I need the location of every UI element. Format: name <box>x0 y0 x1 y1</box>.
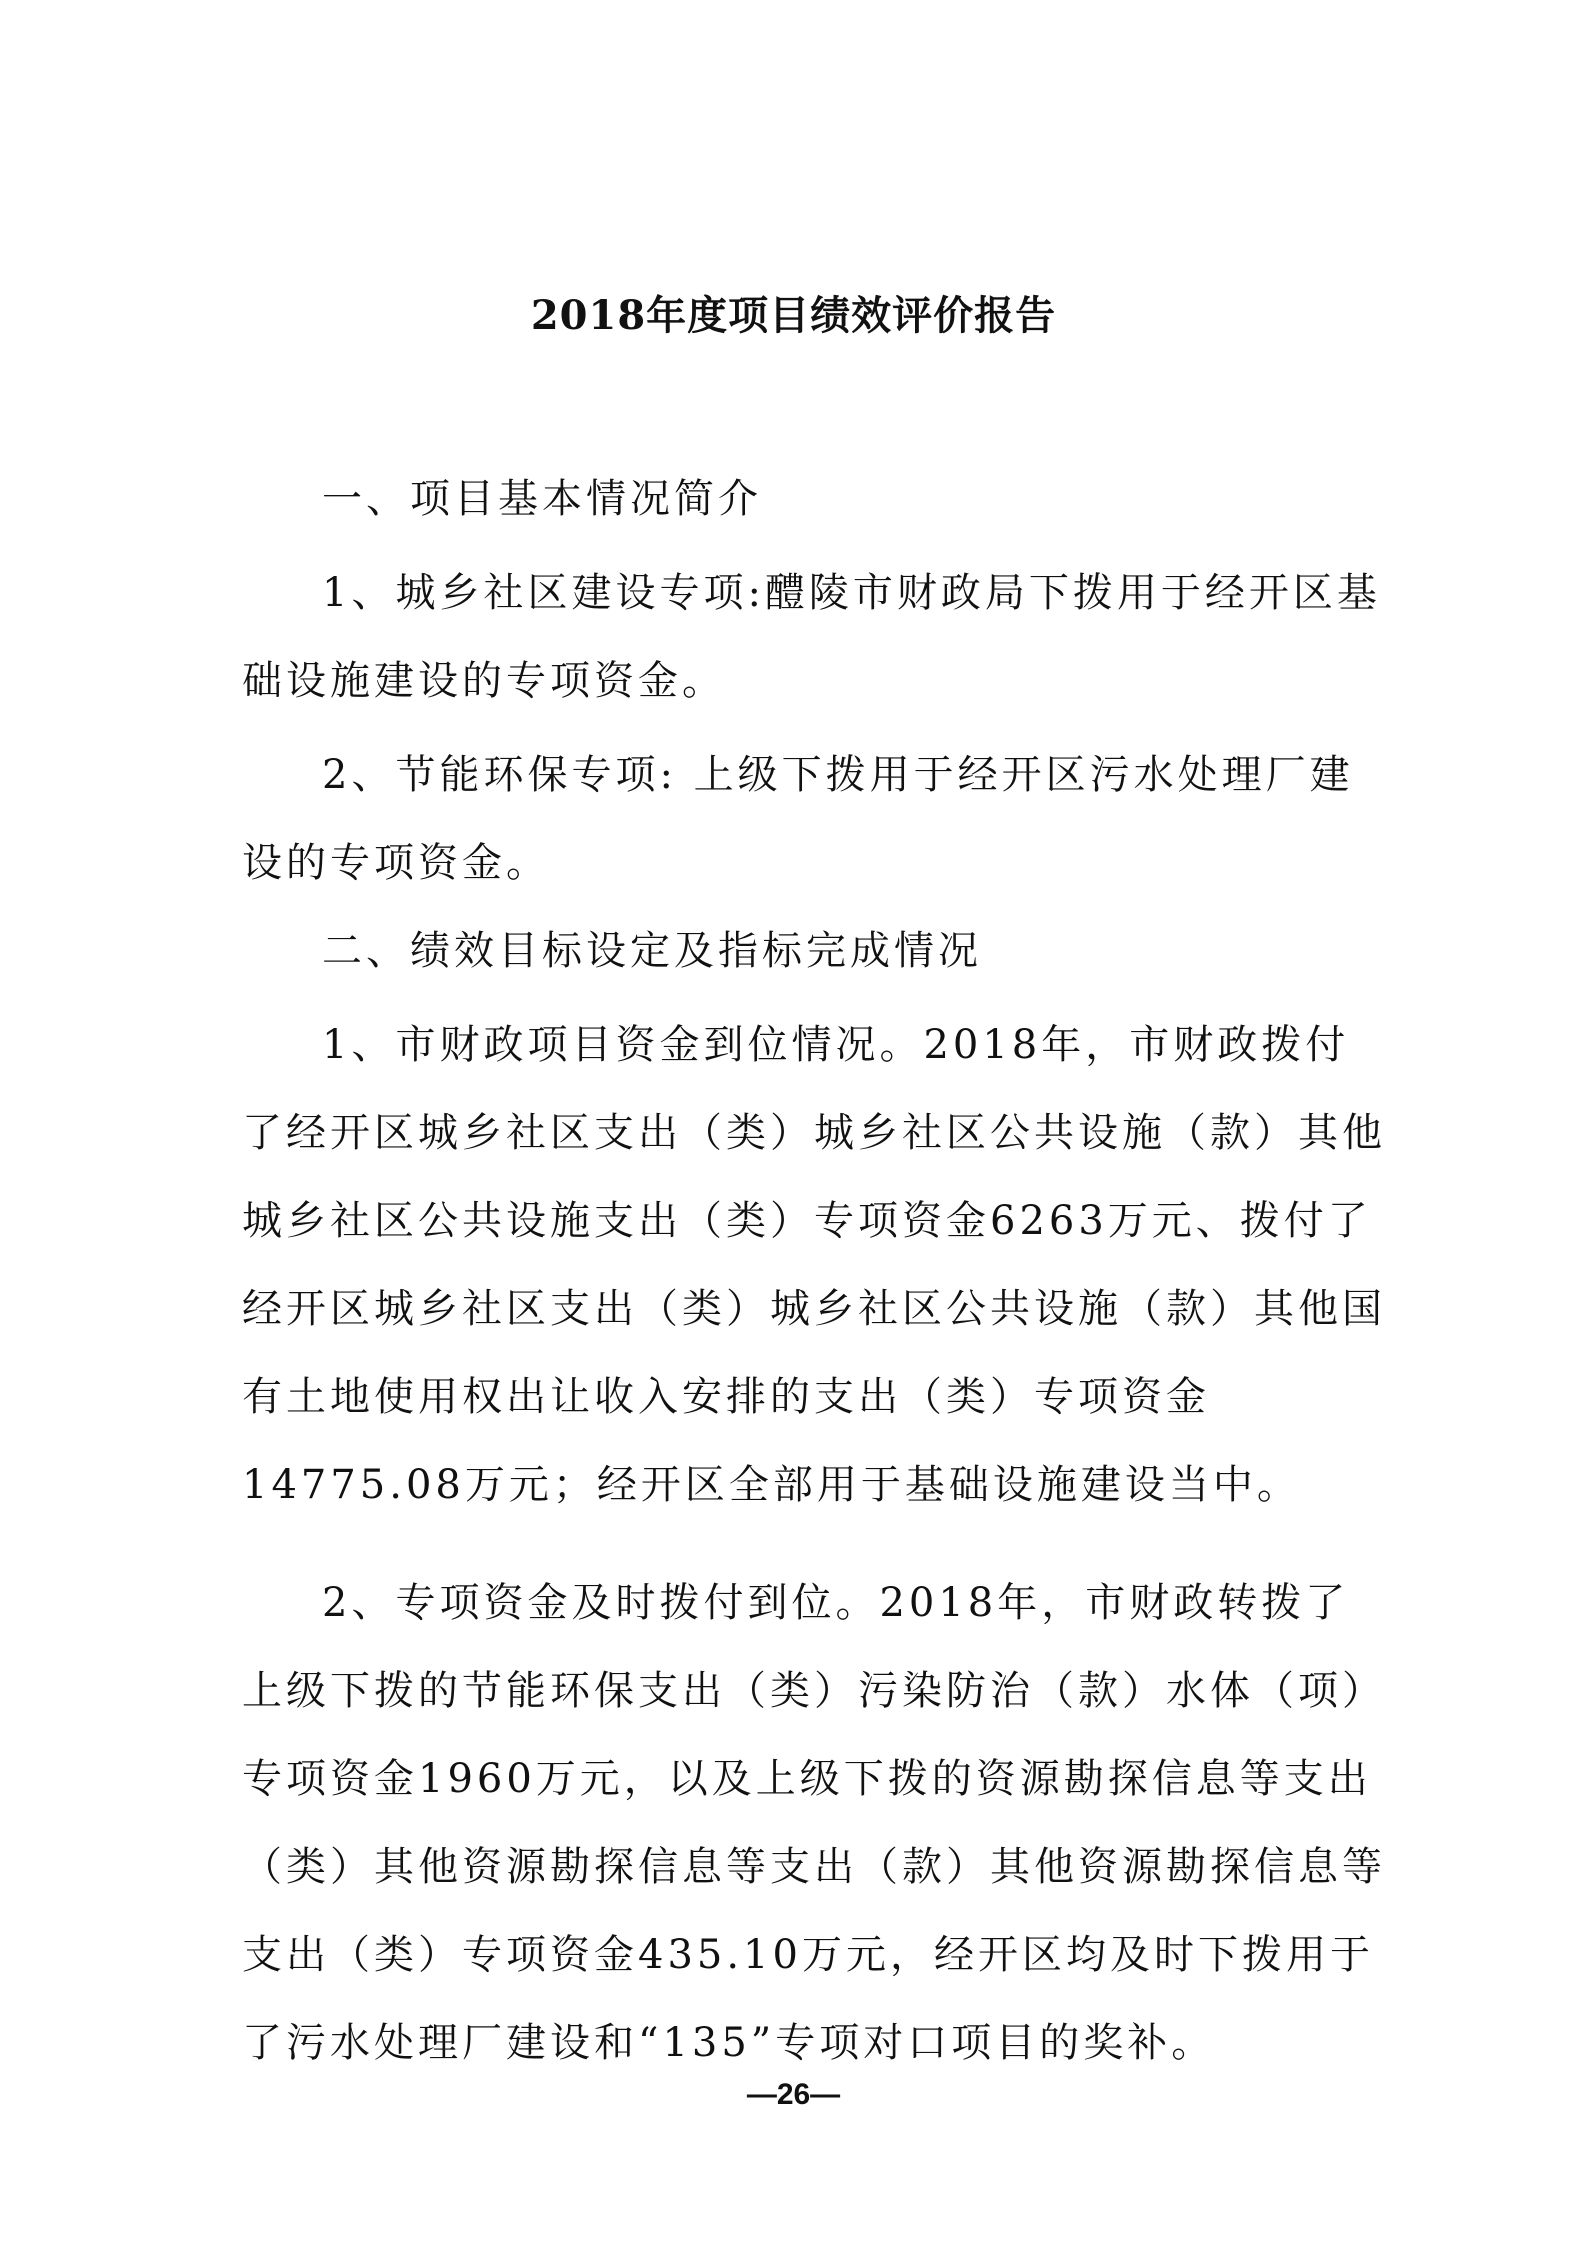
paragraph-1-1: 1、城乡社区建设专项:醴陵市财政局下拨用于经开区基础设施建设的专项资金。 <box>242 570 1381 704</box>
paragraph-1-2: 2、节能环保专项: 上级下拨用于经开区污水处理厂建设的专项资金。 <box>242 752 1354 886</box>
document-body <box>242 455 1390 2087</box>
paragraph-2-1: 1、市财政项目资金到位情况。2018年，市财政拨付了经开区城乡社区支出（类）城乡社区公共设施（款）其他城乡社区公共设施支出（类）专项资金6263万元、拨付了经开区城乡社区支出（类）城乡社区公共设施（款）其他国有土地使用权出让收入安排的支出（类）专项资金14775.08万元；经开区全部用于基础设施建设当中。 <box>242 1022 1386 1508</box>
document-title: 2018年度项目绩效评价报告 <box>530 292 1057 339</box>
page-number: —26— <box>746 2078 841 2111</box>
section-heading-2: 二、绩效目标设定及指标完成情况 <box>322 928 982 974</box>
section-heading-1: 一、项目基本情况简介 <box>322 476 762 522</box>
paragraph-2-2: 2、专项资金及时拨付到位。2018年，市财政转拨了上级下拨的节能环保支出（类）污染防治（款）水体（项）专项资金1960万元，以及上级下拨的资源勘探信息等支出（类）其他资源勘探信息等支出（款）其他资源勘探信息等支出（类）专项资金435.10万元，经开区均及时下拨用于了污水处理厂建设和“135”专项对口项目的奖补。 <box>242 1580 1386 2066</box>
